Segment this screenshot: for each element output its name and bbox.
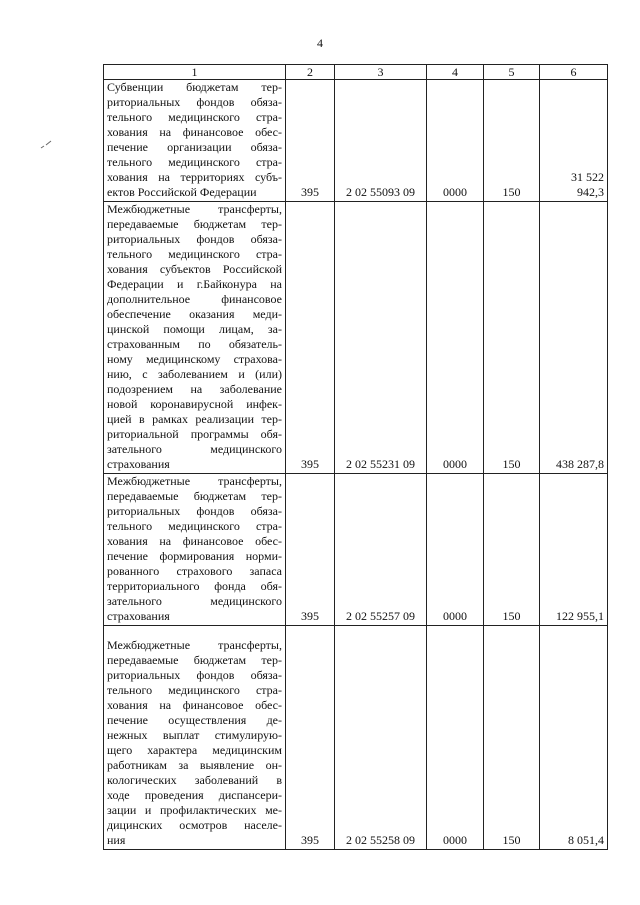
desc-line: нию, с заболеванием и (или) <box>107 367 282 381</box>
pen-mark-icon <box>40 140 52 150</box>
desc-line: печение формирования норми- <box>107 549 282 563</box>
desc-line: ходе проведения диспансери- <box>107 788 282 802</box>
desc-line: зации и профилактических ме- <box>107 803 282 817</box>
desc-line: подозрением на заболевание <box>107 382 282 396</box>
column-header: 2 <box>286 65 335 80</box>
desc-line: хования на финансовое обес- <box>107 125 282 139</box>
desc-line: дицинских осмотров населе- <box>107 818 282 832</box>
desc-line: Межбюджетные трансферты, <box>107 638 282 652</box>
revenue-code-cell: 2 02 55093 09 <box>335 80 427 202</box>
desc-line: ния <box>107 833 126 847</box>
desc-line: ектов Российской Федерации <box>107 185 257 199</box>
desc-line: риториальных фондов обяза- <box>107 95 282 109</box>
desc-line: щего характера медицинским <box>107 743 282 757</box>
desc-line: обеспечение оказания меди- <box>107 307 282 321</box>
desc-line: хования субъектов Российской <box>107 262 282 276</box>
page-number: 4 <box>317 36 323 50</box>
class-code-cell: 150 <box>484 474 540 626</box>
desc-line: кологических заболеваний в <box>107 773 282 787</box>
desc-line: страхованным по обязатель- <box>107 337 282 351</box>
admin-code-cell: 395 <box>286 202 335 474</box>
class-code-cell: 150 <box>484 80 540 202</box>
subtype-code-cell: 0000 <box>427 626 484 850</box>
column-header: 5 <box>484 65 540 80</box>
desc-line: передаваемые бюджетам тер- <box>107 653 282 667</box>
header-row <box>104 65 608 80</box>
admin-code-cell: 395 <box>286 80 335 202</box>
column-header: 4 <box>427 65 484 80</box>
table-row <box>104 80 608 202</box>
row-description <box>104 626 286 850</box>
revenue-code-cell: 2 02 55257 09 <box>335 474 427 626</box>
desc-line: зательного медицинского <box>107 594 282 608</box>
desc-line: тельного медицинского стра- <box>107 155 282 169</box>
class-code-cell: 150 <box>484 626 540 850</box>
budget-table <box>103 64 608 850</box>
amount-cell: 8 051,4 <box>540 626 608 850</box>
desc-line: страхования <box>107 457 170 471</box>
desc-line: печение осуществления де- <box>107 713 282 727</box>
class-code-cell: 150 <box>484 202 540 474</box>
desc-line: передаваемые бюджетам тер- <box>107 489 282 503</box>
desc-line: Федерации и г.Байконура на <box>107 277 282 291</box>
desc-line: цинской помощи лицам, за- <box>107 322 282 336</box>
desc-line: Межбюджетные трансферты, <box>107 474 282 488</box>
desc-line: риториальных фондов обяза- <box>107 232 282 246</box>
subtype-code-cell: 0000 <box>427 80 484 202</box>
row-description <box>104 80 286 202</box>
desc-line: печение организации обяза- <box>107 140 282 154</box>
desc-line: работникам за выявление он- <box>107 758 282 772</box>
column-header: 1 <box>104 65 286 80</box>
desc-line: цией в рамках реализации тер- <box>107 412 282 426</box>
desc-line: нежных выплат стимулирую- <box>107 728 282 742</box>
desc-line: хования на финансовое обес- <box>107 534 282 548</box>
desc-line: тельного медицинского стра- <box>107 519 282 533</box>
table-row <box>104 474 608 626</box>
desc-line: передаваемые бюджетам тер- <box>107 217 282 231</box>
desc-line: зательного медицинского <box>107 442 282 456</box>
desc-line: Субвенции бюджетам тер- <box>107 80 282 94</box>
table-row <box>104 202 608 474</box>
amount-cell: 31 522 942,3 <box>540 80 608 202</box>
revenue-code-cell: 2 02 55258 09 <box>335 626 427 850</box>
admin-code-cell: 395 <box>286 474 335 626</box>
desc-line: дополнительное финансовое <box>107 292 282 306</box>
desc-line: риториальной программы обя- <box>107 427 282 441</box>
admin-code-cell: 395 <box>286 626 335 850</box>
desc-line: тельного медицинского стра- <box>107 247 282 261</box>
desc-line: хования на финансовое обес- <box>107 698 282 712</box>
desc-line: тельного медицинского стра- <box>107 110 282 124</box>
desc-line: риториальных фондов обяза- <box>107 668 282 682</box>
column-header: 3 <box>335 65 427 80</box>
subtype-code-cell: 0000 <box>427 474 484 626</box>
desc-line: хования на территориях субъ- <box>107 170 282 184</box>
table-row <box>104 626 608 850</box>
desc-line: территориального фонда обя- <box>107 579 282 593</box>
desc-line: новой коронавирусной инфек- <box>107 397 282 411</box>
desc-line: Межбюджетные трансферты, <box>107 202 282 216</box>
desc-line: тельного медицинского стра- <box>107 683 282 697</box>
desc-line: ному медицинскому страхова- <box>107 352 282 366</box>
subtype-code-cell: 0000 <box>427 202 484 474</box>
desc-line: риториальных фондов обяза- <box>107 504 282 518</box>
desc-line: рованного страхового запаса <box>107 564 282 578</box>
revenue-code-cell: 2 02 55231 09 <box>335 202 427 474</box>
column-header: 6 <box>540 65 608 80</box>
desc-line: страхования <box>107 609 170 623</box>
row-description <box>104 474 286 626</box>
row-description <box>104 202 286 474</box>
amount-cell: 438 287,8 <box>540 202 608 474</box>
amount-cell: 122 955,1 <box>540 474 608 626</box>
